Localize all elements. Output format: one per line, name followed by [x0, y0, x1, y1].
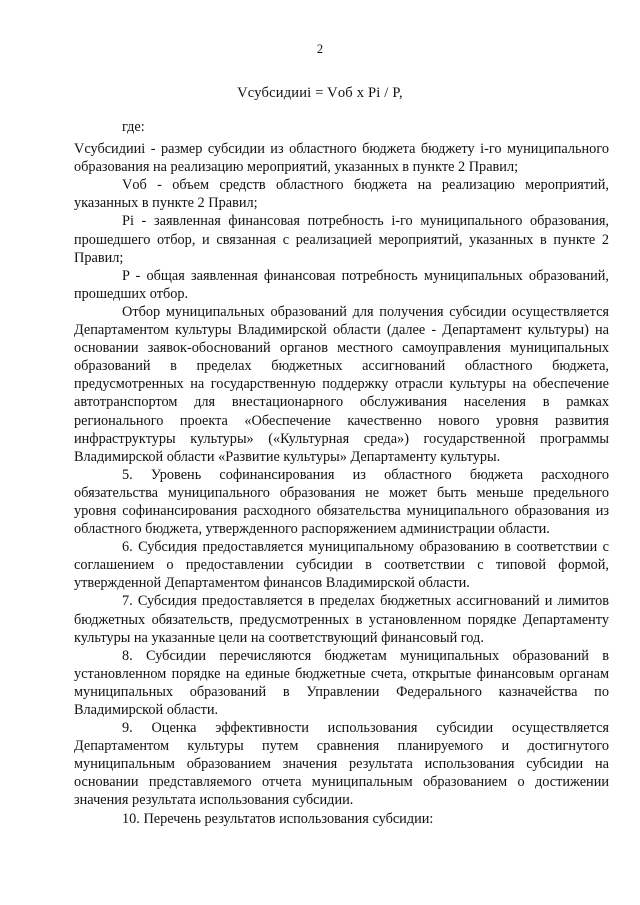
paragraph-7: 7. Субсидия предоставляется в пределах бюджетных ассигнований и лимитов бюджетных обязательств, предусмотренных в установленном порядке Департаменту культуры на указанные цели на соответствующий финансовый год. — [74, 593, 609, 646]
paragraph-9: 9. Оценка эффективности использования субсидии осуществляется Департаментом культуры путем сравнения планируемого и достигнутого муниципальным образованием значения результата использования субсидии на основании представляемого отчета муниципальным образованием о достижении значения результата использования субсидии. — [74, 720, 609, 809]
paragraph-selection: Отбор муниципальных образований для получения субсидии осуществляется Департаментом культуры Владимирской области (далее - Департамент культуры) на основании заявок-обоснований органов местного самоуправления муниципальных образований в пределах бюджетных ассигнований областного бюджета, предусмотренных на государственную поддержку отрасли культуры на обеспечение автотранспортом для внестационарного обслуживания населения в рамках регионального проекта «Обеспечение качественно нового уровня развития инфраструктуры культуры» («Культурная среда») государственной программы Владимирской области «Развитие культуры» Департаменту культуры. — [74, 303, 609, 465]
paragraph-8: 8. Субсидии перечисляются бюджетам муниципальных образований в установленном порядке на единые бюджетные счета, открытые финансовым органам муниципальных образований в Управлении Федерального казначейства по Владимирской области. — [74, 647, 609, 718]
definition-p: P - общая заявленная финансовая потребность муниципальных образований, прошедших отбор. — [74, 267, 609, 302]
paragraph-5: 5. Уровень софинансирования из областного бюджета расходного обязательства муниципального образования не может быть меньше предельного уровня софинансирования расходного обязательства муниципального образования из областного бюджета, утвержденного распоряжением администрации области. — [74, 466, 609, 538]
paragraph-10: 10. Перечень результатов использования субсидии: — [122, 810, 434, 827]
paragraph-6: 6. Субсидия предоставляется муниципальному образованию в соответствии с соглашением о предоставлении субсидии в соответствии с типовой формой, утвержденной Департаментом финансов Владимирской области. — [74, 539, 609, 592]
definition-v-ob: Vоб - объем средств областного бюджета на реализацию мероприятий, указанных в пункте 2 Правил; — [74, 177, 609, 212]
definition-v-subsidy: Vсубсидииi - размер субсидии из областного бюджета бюджету i-го муниципального образования на реализацию мероприятий, указанных в пункте 2 Правил; — [74, 141, 609, 176]
definition-pi: Pi - заявленная финансовая потребность i-го муниципального образования, прошедшего отбор, и связанная с реализацией мероприятий, указанных в пункте 2 Правил; — [74, 213, 609, 266]
document-body — [74, 118, 609, 828]
where-label: где: — [122, 119, 145, 135]
subsidy-formula: Vсубсидииi = Vоб x Pi / P, — [237, 85, 403, 101]
page-number: 2 — [316, 42, 324, 56]
